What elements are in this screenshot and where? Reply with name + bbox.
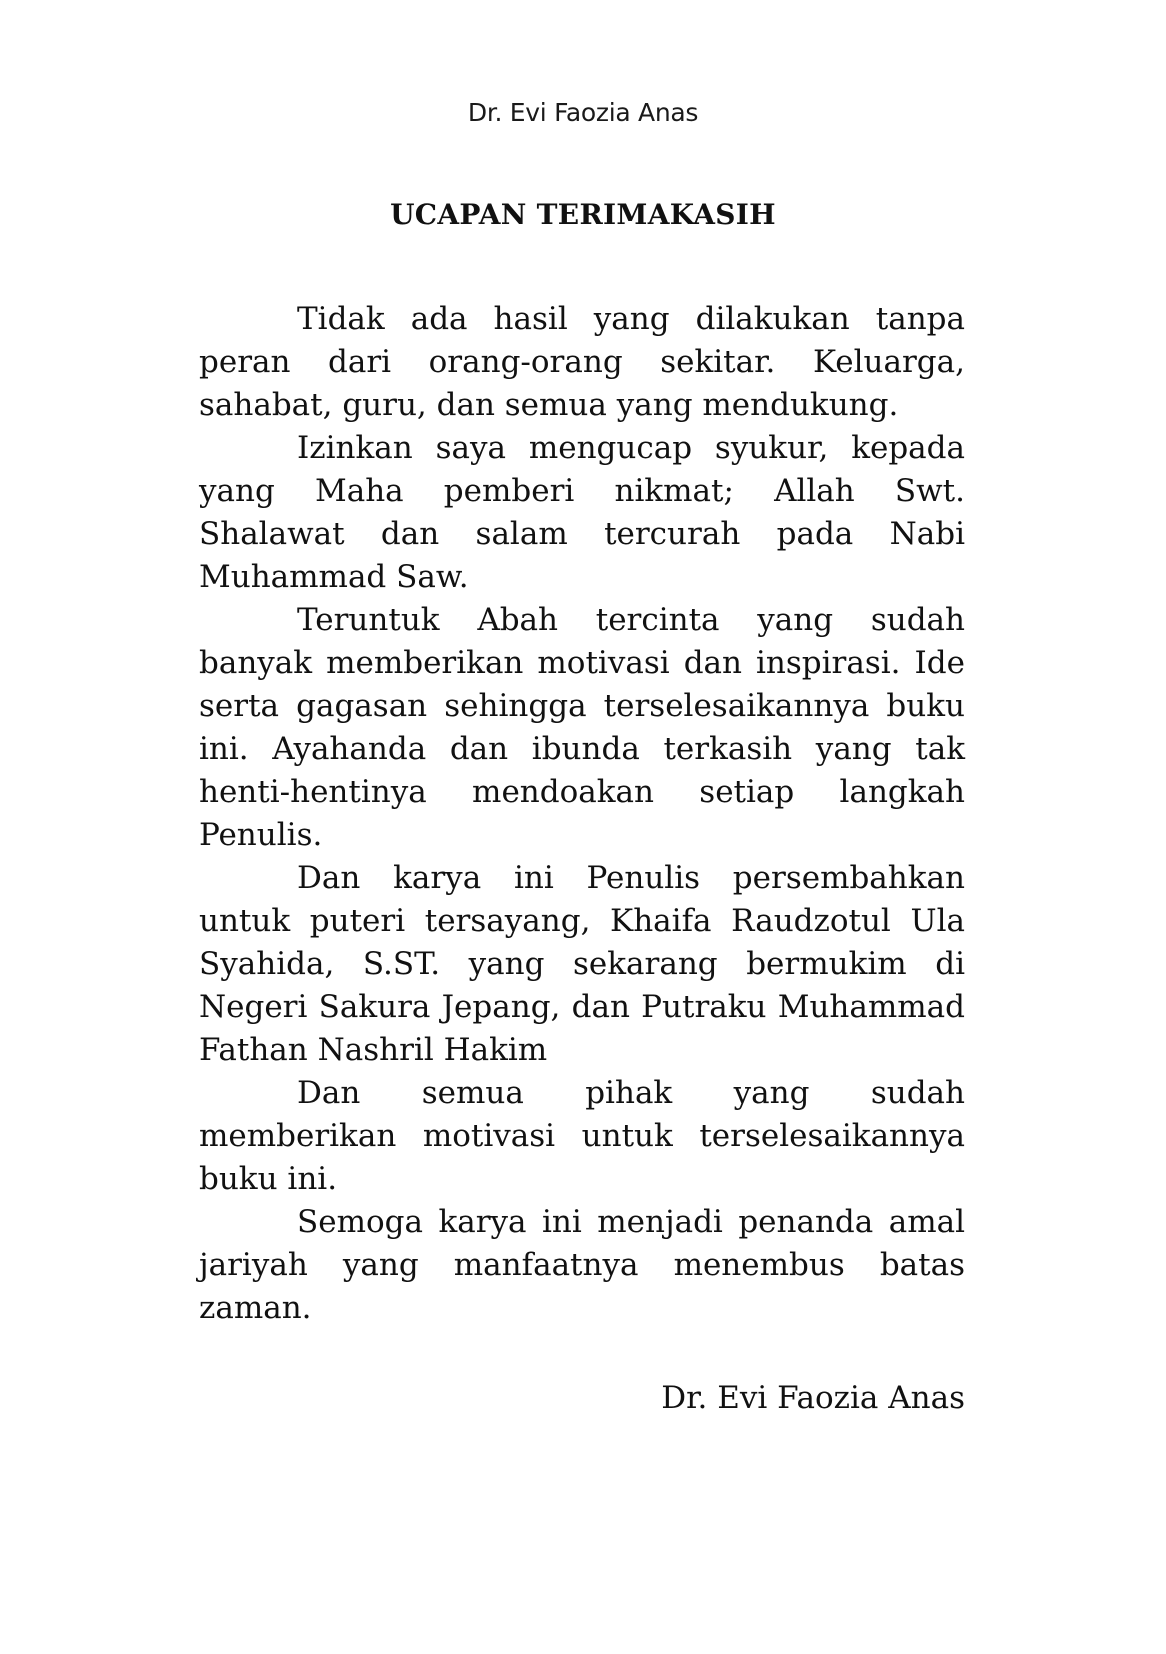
paragraph: Dan semua pihak yang sudah memberikan motivasi untuk terselesaikannya buku ini.: [199, 1075, 965, 1197]
paragraph: Tidak ada hasil yang dilakukan tanpa peran dari orang-orang sekitar. Keluarga, sahabat, guru, dan semua yang mendukung.: [199, 301, 965, 423]
author-signature: Dr. Evi Faozia Anas: [661, 1380, 965, 1416]
paragraph: Semoga karya ini menjadi penanda amal jariyah yang manfaatnya menembus batas zaman.: [199, 1204, 965, 1326]
running-header: Dr. Evi Faozia Anas: [467, 98, 699, 127]
acknowledgement-body: [199, 298, 965, 1330]
page-title: UCAPAN TERIMAKASIH: [390, 198, 776, 231]
paragraph: Izinkan saya mengucap syukur, kepada yang Maha pemberi nikmat; Allah Swt. Shalawat dan salam tercurah pada Nabi Muhammad Saw.: [199, 430, 965, 595]
paragraph: Dan karya ini Penulis persembahkan untuk puteri tersayang, Khaifa Raudzotul Ula Syahida, S.ST. yang sekarang bermukim di Negeri Sakura Jepang, dan Putraku Muhammad Fathan Nashril Hakim: [199, 860, 965, 1068]
paragraph: Teruntuk Abah tercinta yang sudah banyak memberikan motivasi dan inspirasi. Ide serta gagasan sehingga terselesaikannya buku ini. Ayahanda dan ibunda terkasih yang tak henti-hentinya mendoakan setiap langkah Penulis.: [199, 602, 965, 853]
